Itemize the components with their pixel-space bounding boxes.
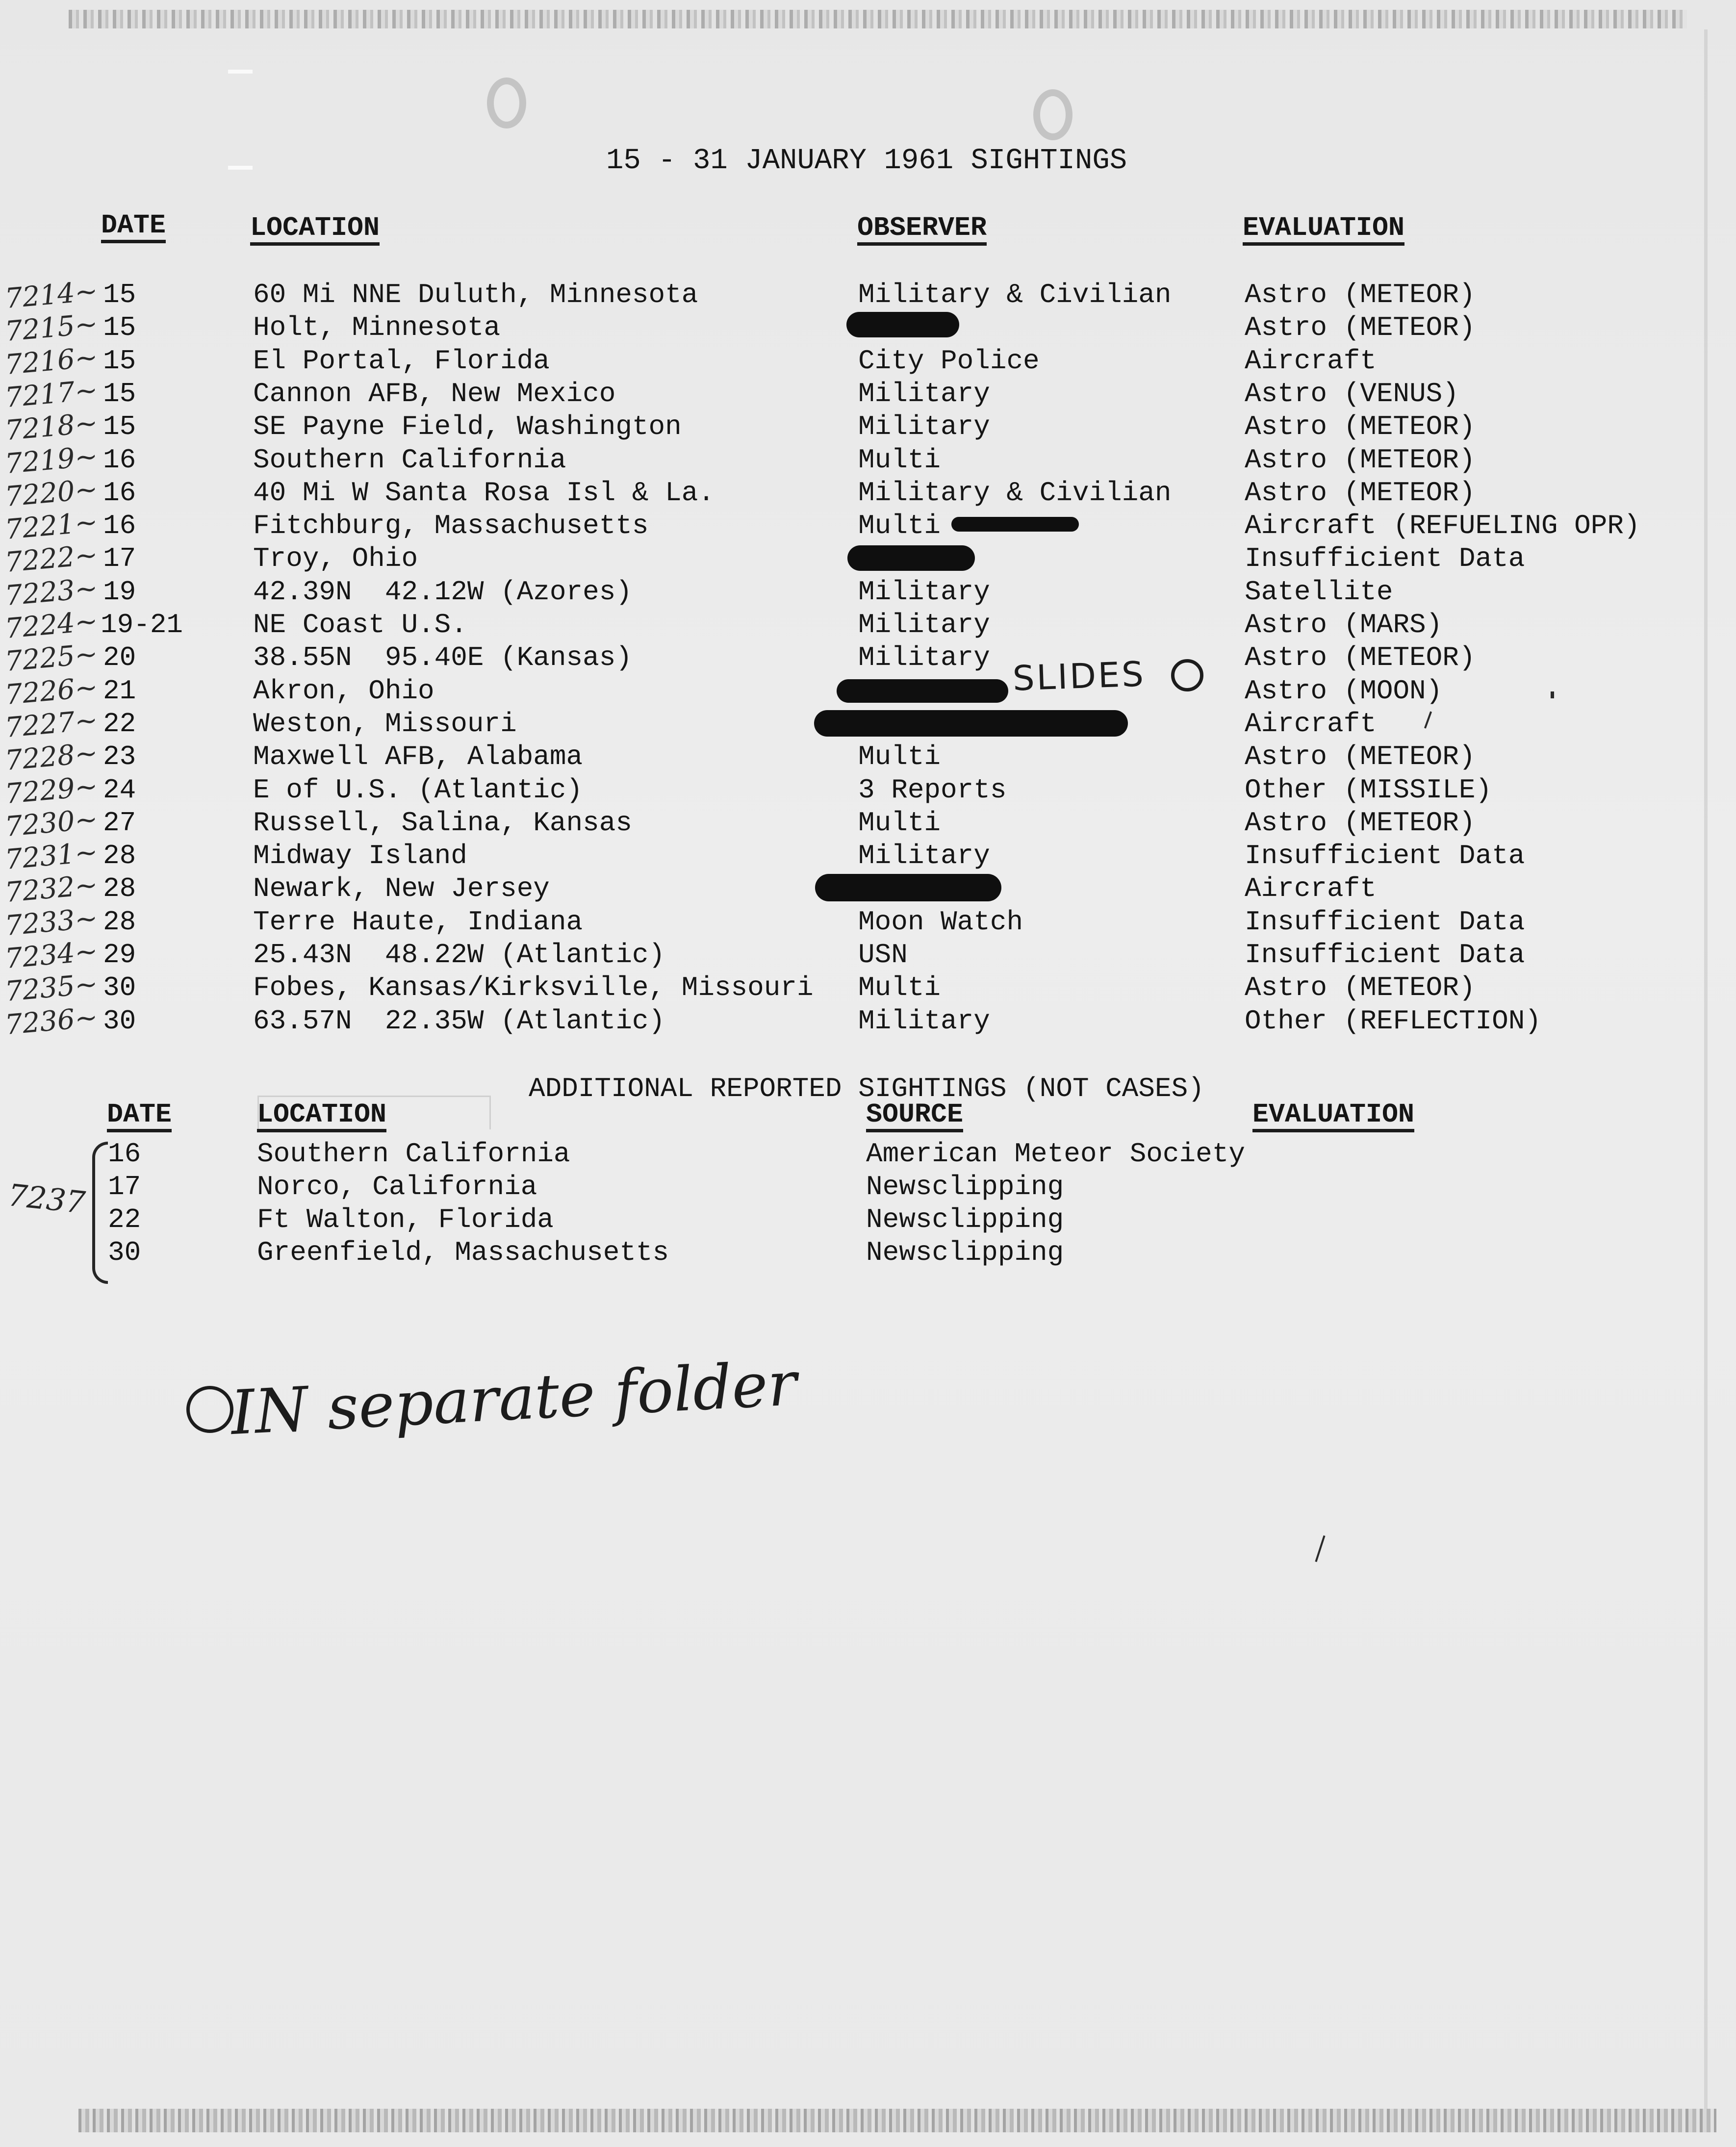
observer-cell: Military	[858, 576, 990, 608]
location-cell: Ft Walton, Florida	[257, 1204, 554, 1235]
date-cell: 15	[103, 279, 136, 310]
observer-cell: Military	[858, 609, 990, 640]
redaction-mark	[847, 545, 975, 571]
location-cell: Holt, Minnesota	[253, 312, 501, 344]
location-cell: Akron, Ohio	[253, 675, 434, 707]
observer-cell: 3 Reports	[858, 774, 1007, 806]
case-number-handwritten: 7226~	[3, 671, 99, 711]
case-number-handwritten: 7232~	[3, 869, 99, 909]
source-cell: Newsclipping	[866, 1204, 1064, 1235]
date-cell: 27	[103, 807, 136, 839]
evaluation-cell: Astro (METEOR)	[1245, 741, 1476, 773]
additional-header-date: DATE	[107, 1101, 172, 1132]
evaluation-cell: Other (MISSILE)	[1245, 774, 1492, 806]
evaluation-cell: Astro (METEOR)	[1245, 312, 1476, 344]
case-number-handwritten: 7216~	[3, 341, 99, 381]
date-cell: 28	[103, 906, 136, 938]
evaluation-cell: Astro (METEOR)	[1245, 807, 1476, 839]
evaluation-cell: Astro (METEOR)	[1245, 444, 1476, 476]
observer-cell: City Police	[858, 345, 1040, 377]
case-number-handwritten: 7221~	[3, 506, 99, 546]
header-observer: OBSERVER	[857, 214, 987, 246]
location-cell: Southern California	[257, 1138, 570, 1170]
handwritten-group-case-number: 7237	[6, 1176, 87, 1221]
circled-mark-icon	[1171, 659, 1203, 691]
location-cell: E of U.S. (Atlantic)	[253, 774, 583, 806]
location-cell: Cannon AFB, New Mexico	[253, 378, 616, 409]
observer-cell: Military	[858, 840, 990, 872]
header-location: LOCATION	[250, 214, 380, 246]
date-cell: 20	[103, 642, 136, 674]
location-cell: Terre Haute, Indiana	[253, 906, 583, 938]
source-cell: American Meteor Society	[866, 1138, 1245, 1170]
additional-row	[0, 1236, 1736, 1269]
case-number-handwritten: 7229~	[3, 770, 99, 810]
case-number-handwritten: 7224~	[3, 605, 99, 645]
location-cell: SE Payne Field, Washington	[253, 411, 682, 443]
date-cell: 23	[103, 741, 136, 773]
table-row	[0, 902, 1736, 942]
punch-hole-left	[487, 77, 526, 128]
evaluation-cell: Aircraft	[1245, 345, 1377, 377]
date-cell: 15	[103, 345, 136, 377]
case-number-handwritten: 7228~	[3, 737, 99, 777]
case-number-handwritten: 7230~	[3, 803, 99, 843]
scan-edge-bottom	[78, 2109, 1716, 2132]
case-number-handwritten: 7227~	[3, 704, 99, 744]
location-cell: Weston, Missouri	[253, 708, 517, 740]
evaluation-cell: Insufficient Data	[1245, 939, 1525, 971]
redaction-mark	[814, 710, 1128, 737]
evaluation-cell: Astro (METEOR)	[1245, 972, 1476, 1004]
location-cell: 38.55N 95.40E (Kansas)	[253, 642, 632, 674]
header-date: DATE	[101, 212, 166, 243]
header-evaluation: EVALUATION	[1243, 214, 1404, 246]
table-row	[0, 572, 1736, 612]
observer-cell: Military	[858, 1005, 990, 1037]
case-number-handwritten: 7215~	[3, 308, 99, 348]
evaluation-cell: Aircraft	[1245, 873, 1377, 905]
location-cell: Maxwell AFB, Alabama	[253, 741, 583, 773]
location-cell: 60 Mi NNE Duluth, Minnesota	[253, 279, 698, 310]
scan-mark	[228, 166, 253, 170]
additional-title: ADDITIONAL REPORTED SIGHTINGS (NOT CASES)	[529, 1073, 1204, 1104]
stray-mark	[1315, 1535, 1325, 1562]
table-row	[0, 1001, 1736, 1041]
table-row	[0, 407, 1736, 447]
punch-hole-right	[1033, 89, 1072, 140]
observer-cell: Multi	[858, 444, 941, 476]
evaluation-cell: Insufficient Data	[1245, 543, 1525, 575]
case-number-handwritten: 7220~	[3, 473, 99, 513]
case-number-handwritten: 7219~	[3, 440, 99, 480]
observer-cell: Moon Watch	[858, 906, 1023, 938]
redaction-mark	[837, 679, 1008, 703]
table-row	[0, 440, 1736, 480]
date-cell: 28	[103, 840, 136, 872]
table-row	[0, 374, 1736, 414]
evaluation-cell: Insufficient Data	[1245, 840, 1525, 872]
observer-cell: Military & Civilian	[858, 279, 1172, 310]
table-row	[0, 275, 1736, 315]
observer-cell: Multi	[858, 807, 941, 839]
date-cell: 19	[103, 576, 136, 608]
location-cell: 40 Mi W Santa Rosa Isl & La.	[253, 477, 715, 509]
date-cell: 21	[103, 675, 136, 707]
evaluation-cell: Other (REFLECTION)	[1245, 1005, 1541, 1037]
observer-cell: Multi	[858, 972, 941, 1004]
date-cell: 22	[108, 1204, 141, 1235]
table-row	[0, 506, 1736, 546]
case-number-handwritten: 7233~	[3, 902, 99, 942]
date-cell: 16	[103, 477, 136, 509]
additional-header-source: SOURCE	[866, 1101, 963, 1132]
evaluation-cell: Astro (VENUS)	[1245, 378, 1459, 409]
table-row	[0, 935, 1736, 975]
location-cell: Fitchburg, Massachusetts	[253, 510, 649, 542]
evaluation-cell: Astro (METEOR)	[1245, 477, 1476, 509]
evaluation-cell: Astro (METEOR)	[1245, 411, 1476, 443]
case-number-handwritten: 7222~	[3, 539, 99, 579]
date-cell: 15	[103, 411, 136, 443]
source-cell: Newsclipping	[866, 1237, 1064, 1268]
table-row	[0, 770, 1736, 810]
table-row	[0, 737, 1736, 777]
additional-row	[0, 1138, 1736, 1171]
observer-cell: Military	[858, 642, 990, 674]
date-cell: 17	[108, 1171, 141, 1202]
location-cell: Troy, Ohio	[253, 543, 418, 575]
location-cell: Norco, California	[257, 1171, 537, 1202]
evaluation-cell: Insufficient Data	[1245, 906, 1525, 938]
case-number-handwritten: 7235~	[3, 968, 99, 1008]
case-number-handwritten: 7217~	[3, 374, 99, 414]
date-cell: 30	[108, 1237, 141, 1268]
location-cell: Newark, New Jersey	[253, 873, 550, 905]
case-number-handwritten: 7231~	[3, 836, 99, 876]
observer-cell: Multi	[858, 510, 941, 542]
circled-mark-icon	[186, 1386, 233, 1433]
date-cell: 16	[103, 510, 136, 542]
date-cell: 16	[108, 1138, 141, 1170]
location-cell: El Portal, Florida	[253, 345, 550, 377]
table-row	[0, 605, 1736, 645]
additional-header-evaluation: EVALUATION	[1252, 1101, 1414, 1132]
redaction-mark	[951, 517, 1079, 532]
table-row	[0, 473, 1736, 513]
evaluation-cell: Astro (METEOR)	[1245, 642, 1476, 674]
redaction-mark	[815, 874, 1001, 901]
location-cell: NE Coast U.S.	[253, 609, 467, 640]
case-number-handwritten: 7234~	[3, 935, 99, 975]
location-cell: Greenfield, Massachusetts	[257, 1237, 669, 1268]
scan-mark	[228, 70, 253, 74]
evaluation-cell: Astro (MOON)	[1245, 675, 1443, 707]
case-number-handwritten: 7225~	[3, 638, 99, 678]
location-cell: 42.39N 42.12W (Azores)	[253, 576, 632, 608]
additional-header-location: LOCATION	[257, 1101, 386, 1132]
location-cell: Southern California	[253, 444, 566, 476]
stray-mark	[1551, 691, 1554, 698]
handwritten-note: IN separate folder	[229, 1348, 799, 1449]
additional-row	[0, 1203, 1736, 1236]
observer-cell: Military	[858, 411, 990, 443]
redaction-mark	[846, 312, 959, 337]
case-number-handwritten: 7236~	[3, 1001, 99, 1041]
location-cell: Midway Island	[253, 840, 467, 872]
date-cell: 24	[103, 774, 136, 806]
location-cell: 25.43N 48.22W (Atlantic)	[253, 939, 665, 971]
table-row	[0, 836, 1736, 876]
evaluation-cell: Satellite	[1245, 576, 1393, 608]
evaluation-cell: Aircraft	[1245, 708, 1377, 740]
date-cell: 30	[103, 1005, 136, 1037]
source-cell: Newsclipping	[866, 1171, 1064, 1202]
date-cell: 22	[103, 708, 136, 740]
date-cell: 30	[103, 972, 136, 1004]
handwritten-slides: SLIDES	[1012, 654, 1146, 699]
observer-cell: Military & Civilian	[858, 477, 1172, 509]
scan-edge-top	[69, 10, 1687, 28]
observer-cell: Military	[858, 378, 990, 409]
date-cell: 16	[103, 444, 136, 476]
evaluation-cell: Aircraft (REFUELING OPR)	[1245, 510, 1640, 542]
table-row	[0, 968, 1736, 1008]
location-cell: Fobes, Kansas/Kirksville, Missouri	[253, 972, 814, 1004]
date-cell: 28	[103, 873, 136, 905]
observer-cell: Multi	[858, 741, 941, 773]
location-cell: Russell, Salina, Kansas	[253, 807, 632, 839]
case-number-handwritten: 7218~	[3, 407, 99, 447]
date-cell: 15	[103, 378, 136, 409]
case-number-handwritten: 7223~	[3, 572, 99, 612]
location-cell: 63.57N 22.35W (Atlantic)	[253, 1005, 665, 1037]
table-row	[0, 803, 1736, 843]
additional-row	[0, 1171, 1736, 1203]
date-cell: 17	[103, 543, 136, 575]
page-title: 15 - 31 JANUARY 1961 SIGHTINGS	[606, 144, 1127, 177]
evaluation-cell: Astro (MARS)	[1245, 609, 1443, 640]
observer-cell: USN	[858, 939, 908, 971]
case-number-handwritten: 7214~	[3, 275, 99, 315]
date-cell: 19-21	[101, 609, 183, 640]
date-cell: 15	[103, 312, 136, 344]
evaluation-cell: Astro (METEOR)	[1245, 279, 1476, 310]
table-row	[0, 341, 1736, 381]
date-cell: 29	[103, 939, 136, 971]
